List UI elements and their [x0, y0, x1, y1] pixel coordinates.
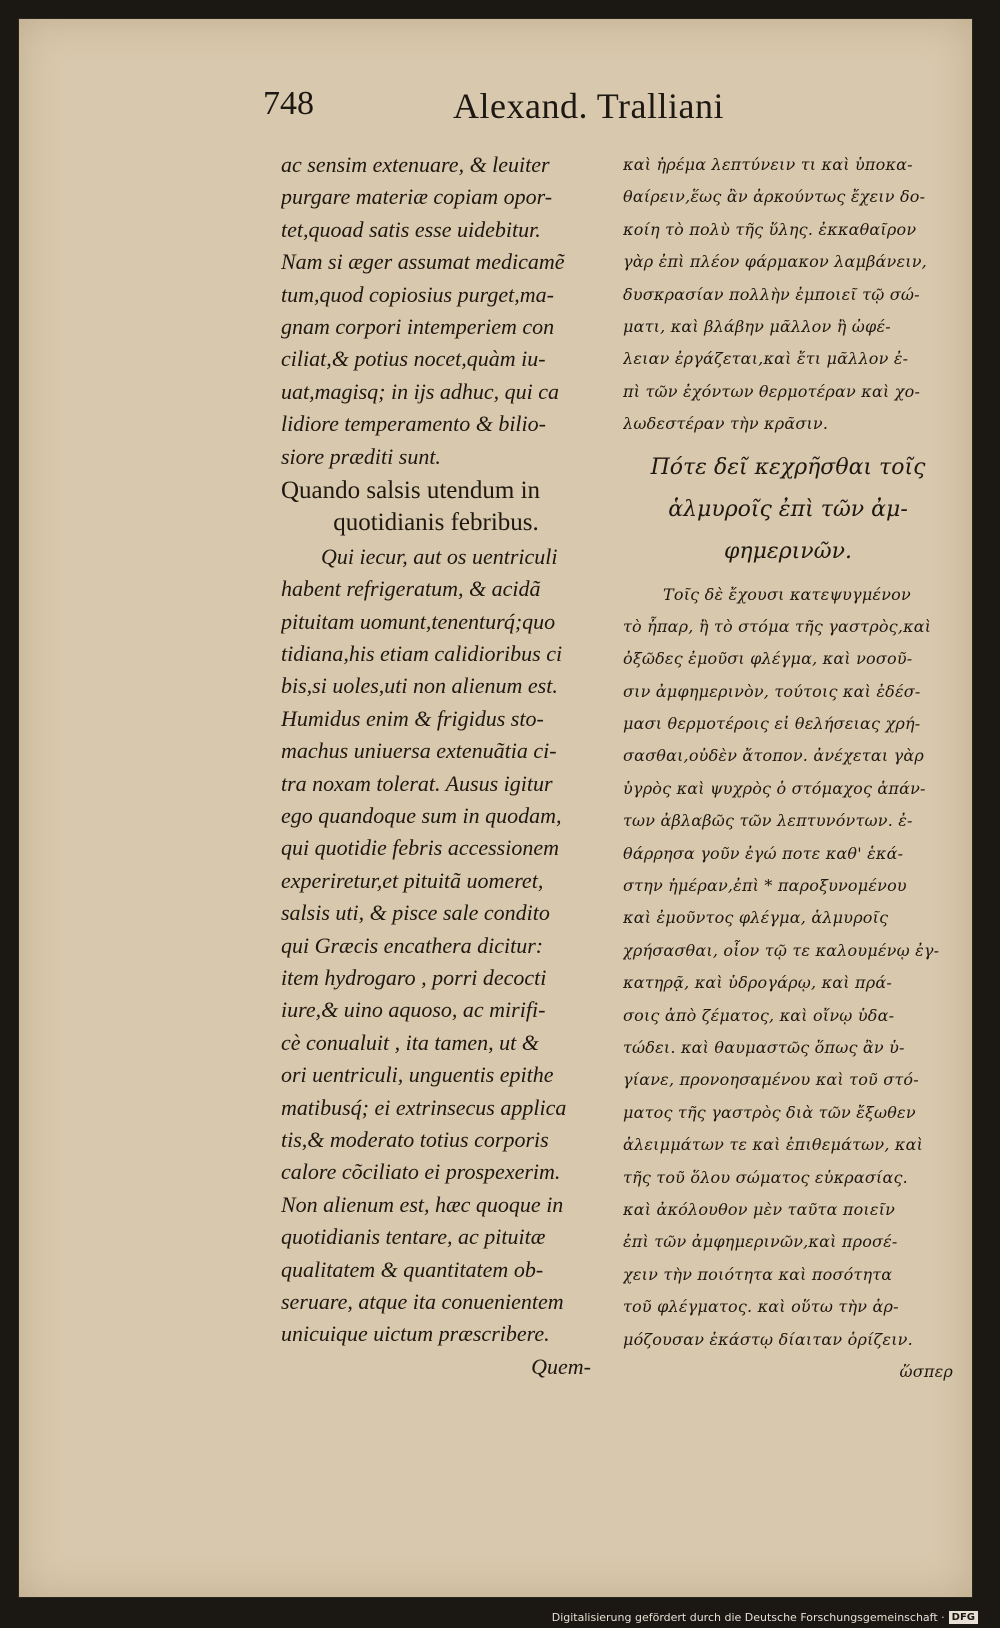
text-line: qui quotidie febris accessionem [281, 835, 560, 861]
greek-text-after [623, 579, 953, 1389]
text-line: μόζουσαν ἑκάστῳ δίαιταν ὁρίζειν. [623, 1329, 913, 1349]
text-line: item hydrogaro , porri decocti [281, 964, 547, 990]
funding-credit: Digitalisierung gefördert durch die Deutsche Forschungsgemeinschaft · [551, 1611, 945, 1624]
text-line: cè conualuit , ita tamen, ut & [281, 1029, 539, 1055]
text-line: tet,quoad satis esse uidebitur. [281, 216, 541, 242]
heading-line: Quando salsis utendum in [281, 476, 541, 504]
text-line: Humidus enim & frigidus sto- [281, 705, 544, 731]
text-line: ὑγρὸς καὶ ψυχρὸς ὁ στόμαχος ἁπάν- [623, 778, 926, 798]
text-line: iure,& uino aquoso, ac mirifi- [281, 997, 546, 1023]
text-line: tidiana,his etiam calidioribus ci [281, 641, 563, 667]
text-line: γὰρ ἐπὶ πλέον φάρμακον λαμβάνειν, [623, 252, 927, 272]
text-line: tum,quod copiosius purget,ma- [281, 281, 554, 307]
dfg-logo: DFG [949, 1611, 978, 1624]
latin-text-after [281, 541, 591, 1383]
heading-line: quotidianis febribus. [333, 508, 539, 536]
text-line: καὶ ἠρέμα λεπτύνειν τι καὶ ὑποκα- [623, 155, 913, 174]
text-line: χρήσασθαι, οἷον τῷ τε καλουμένῳ ἐγ- [623, 940, 940, 960]
running-head: Alexand. Tralliani [453, 86, 724, 126]
text-line: γίανε, προνοησαμένου καὶ τοῦ στό- [623, 1070, 919, 1090]
text-line: χειν τὴν ποιότητα καὶ ποσότητα [623, 1264, 893, 1284]
text-line: θαίρειν,ἕως ἂν ἀρκούντως ἔχειν δο- [623, 187, 926, 207]
page-number: 748 [263, 85, 314, 122]
greek-text-before [623, 149, 953, 441]
text-line: ori uentriculi, unguentis epithe [281, 1062, 554, 1088]
text-line: qualitatem & quantitatem ob- [281, 1256, 544, 1282]
text-line: ματος τῆς γαστρὸς διὰ τῶν ἔξωθεν [623, 1102, 916, 1122]
text-line: καὶ ἀκόλουθον μὲν ταῦτα ποιεῖν [623, 1199, 896, 1219]
latin-section-heading [281, 475, 591, 539]
text-line: ἀλειμμάτων τε καὶ ἐπιθεμάτων, καὶ [623, 1135, 924, 1155]
catchword: Quem- [531, 1353, 591, 1379]
text-line: bis,si uoles,uti non alienum est. [281, 673, 558, 699]
text-line: pituitam uomunt,tenenturq́;quo [281, 608, 556, 634]
text-line: siore præditi sunt. [281, 443, 441, 469]
text-line: uat,magisq; in ijs adhuc, qui ca [281, 378, 560, 404]
text-line: Non alienum est, hæc quoque in [281, 1191, 564, 1217]
text-line: κατηρᾷ, καὶ ὑδρογάρῳ, καὶ πρά- [623, 973, 892, 993]
text-line: quotidianis tentare, ac pituitæ [281, 1224, 546, 1250]
text-line: τώδει. καὶ θαυμαστῶς ὅπως ἂν ὑ- [623, 1037, 905, 1057]
text-line: τῆς τοῦ ὅλου σώματος εὐκρασίας. [623, 1167, 908, 1187]
latin-column [281, 149, 591, 1383]
text-line: habent refrigeratum, & acidã [281, 576, 541, 602]
heading-line: ἁλμυροῖς ἐπὶ τῶν ἀμ- [668, 496, 908, 522]
text-line: salsis uti, & pisce sale condito [281, 900, 550, 926]
text-line: λωδεστέραν τὴν κρᾶσιν. [623, 414, 829, 434]
text-line: lidiore temperamento & bilio- [281, 411, 546, 437]
heading-line: Πότε δεῖ κεχρῆσθαι τοῖς [650, 454, 926, 480]
text-line: ac sensim extenuare, & leuiter [281, 152, 550, 177]
greek-column [623, 149, 953, 1388]
text-line: calore cõciliato ei prospexerim. [281, 1159, 561, 1185]
text-line: ματι, καὶ βλάβην μᾶλλον ἢ ὠφέ- [623, 316, 891, 336]
text-line: των ἀβλαβῶς τῶν λεπτυνόντων. ἐ- [623, 811, 913, 831]
text-line: Τοῖς δὲ ἔχουσι κατεψυγμένον [663, 584, 911, 604]
text-line: purgare materiæ copiam opor- [281, 184, 553, 210]
text-line: ciliat,& potius nocet,quàm iu- [281, 346, 546, 372]
text-line: στην ἡμέραν,ἐπὶ * παροξυνομένου [623, 876, 907, 896]
text-line: machus uniuersa extenuãtia ci- [281, 738, 557, 764]
text-line: gnam corpori intemperiem con [281, 313, 555, 339]
text-line: σασθαι,οὐδὲν ἄτοπον. ἀνέχεται γὰρ [623, 746, 924, 766]
text-line: tra noxam tolerat. Ausus igitur [281, 770, 553, 796]
heading-line: φημερινῶν. [724, 538, 852, 564]
text-line: τὸ ἧπαρ, ἢ τὸ στόμα τῆς γαστρὸς,καὶ [623, 616, 932, 636]
book-page [18, 18, 973, 1598]
digitization-footer [552, 1611, 978, 1624]
text-line: σοις ἀπὸ ζέματος, καὶ οἴνῳ ὑδα- [623, 1005, 895, 1025]
text-line: θάρρησα γοῦν ἐγώ ποτε καθ' ἑκά- [623, 843, 904, 863]
page-header [263, 85, 803, 137]
text-line: καὶ ἐμοῦντος φλέγμα, ἁλμυροῖς [623, 908, 889, 928]
text-line: qui Græcis encathera dicitur: [281, 932, 544, 958]
text-line: λειαν ἐργάζεται,καὶ ἔτι μᾶλλον ἐ- [623, 349, 909, 369]
text-line: Qui iecur, aut os uentriculi [321, 543, 558, 569]
text-line: ego quandoque sum in quodam, [281, 803, 562, 829]
text-line: δυσκρασίαν πολλὴν ἐμποιεῖ τῷ σώ- [623, 284, 920, 304]
text-line: μασι θερμοτέροις εἰ θελήσειας χρή- [623, 714, 921, 734]
text-line: κοίη τὸ πολὺ τῆς ὕλης. ἐκκαθαῖρον [623, 219, 917, 239]
latin-text-before [281, 149, 591, 473]
text-line: σιν ἀμφημερινὸν, τούτοις καὶ ἐδέσ- [623, 681, 921, 701]
text-line: ὀξῶδες ἐμοῦσι φλέγμα, καὶ νοσοῦ- [623, 649, 913, 669]
text-line: experiretur,et pituitã uomeret, [281, 867, 544, 893]
text-line: unicuique uictum præscribere. [281, 1321, 550, 1347]
text-line: τοῦ φλέγματος. καὶ οὕτω τὴν ἁρ- [623, 1297, 899, 1317]
greek-section-heading [623, 447, 953, 573]
catchword: ὥσπερ [899, 1361, 953, 1381]
text-line: tis,& moderato totius corporis [281, 1126, 549, 1152]
text-line: matibusq́; ei extrinsecus applica [281, 1094, 567, 1120]
text-line: Nam si æger assumat medicamẽ [281, 249, 565, 275]
text-line: ἐπὶ τῶν ἀμφημερινῶν,καὶ προσέ- [623, 1232, 898, 1252]
text-line: πὶ τῶν ἐχόντων θερμοτέραν καὶ χο- [623, 381, 921, 401]
text-line: seruare, atque ita conuenientem [281, 1288, 564, 1314]
